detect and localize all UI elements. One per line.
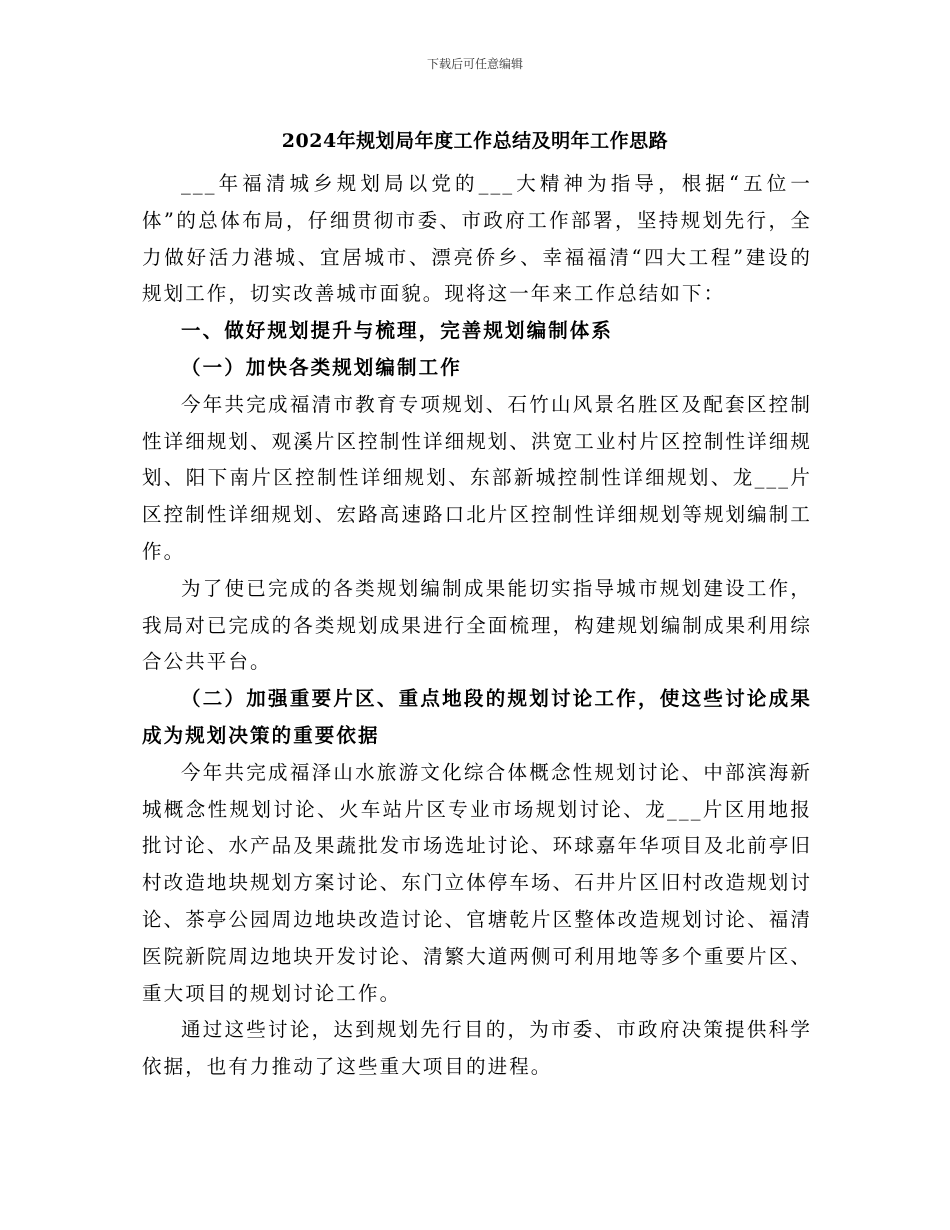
intro-paragraph: ___年福清城乡规划局以党的___大精神为指导，根据“五位一体”的总体布局，仔细贯彻市委、市政府工作部署，坚持规划先行，全力做好活力港城、宜居城市、漂亮侨乡、幸福福清“四大工程”建设的规划工作，切实改善城市面貌。现将这一年来工作总结如下： xyxy=(142,172,812,306)
body-paragraph: 为了使已完成的各类规划编制成果能切实指导城市规划建设工作，我局对已完成的各类规划成果进行全面梳理，构建规划编制成果利用综合公共平台。 xyxy=(142,576,812,674)
body-paragraph: 通过这些讨论，达到规划先行目的，为市委、市政府决策提供科学依据，也有力推动了这些重大项目的进程。 xyxy=(142,1018,812,1079)
header-note: 下载后可任意编辑 xyxy=(426,57,523,71)
subsection-heading-2: （二）加强重要片区、重点地段的规划讨论工作，使这些讨论成果成为规划决策的重要依据 xyxy=(142,687,812,747)
section-heading-1: 一、做好规划提升与梳理，完善规划编制体系 xyxy=(181,319,614,343)
body-paragraph: 今年共完成福清市教育专项规划、石竹山风景名胜区及配套区控制性详细规划、观溪片区控制性详细规划、洪宽工业村片区控制性详细规划、阳下南片区控制性详细规划、东部新城控制性详细规划、龙___片区控制性详细规划、宏路高速路口北片区控制性详细规划等规划编制工作。 xyxy=(142,392,812,563)
document-body xyxy=(142,166,812,1086)
body-paragraph: 今年共完成福泽山水旅游文化综合体概念性规划讨论、中部滨海新城概念性规划讨论、火车站片区专业市场规划讨论、龙___片区用地报批讨论、水产品及果蔬批发市场选址讨论、环球嘉年华项目及北前亭旧村改造地块规划方案讨论、东门立体停车场、石井片区旧村改造规划讨论、茶亭公园周边地块改造讨论、官塘乾片区整体改造规划讨论、福清医院新院周边地块开发讨论、清繁大道两侧可利用地等多个重要片区、重大项目的规划讨论工作。 xyxy=(142,760,812,1005)
document-title: 2024年规划局年度工作总结及明年工作思路 xyxy=(281,130,669,152)
subsection-heading-1: （一）加快各类规划编制工作 xyxy=(181,355,462,379)
